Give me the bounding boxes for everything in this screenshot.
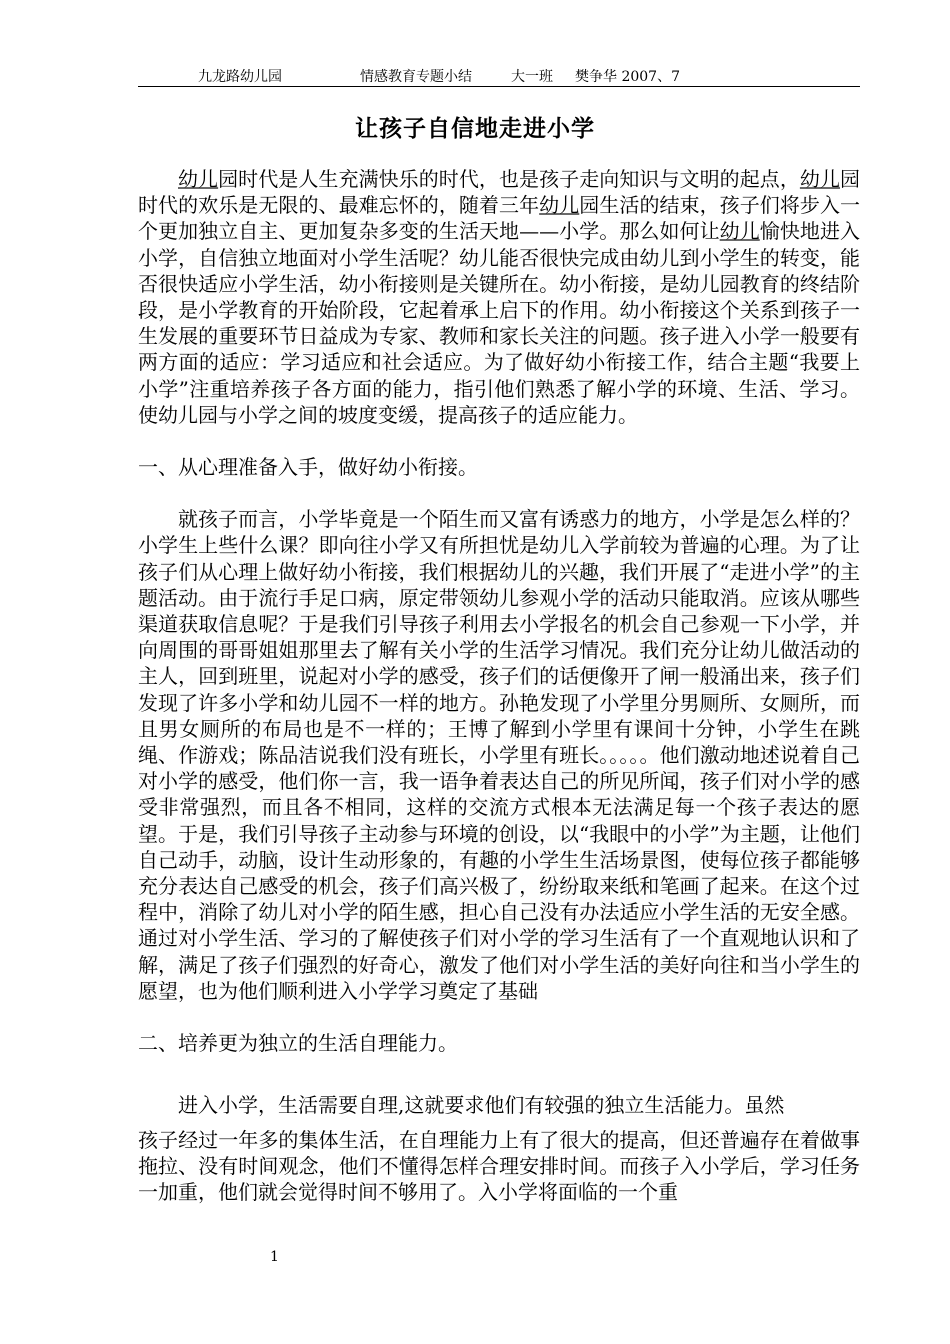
section2-heading: 二、培养更为独立的生活自理能力。 <box>138 1031 458 1056</box>
underlined-word: 幼儿 <box>719 219 760 244</box>
header-class: 大一班 <box>511 69 553 85</box>
section1-paragraph: 就孩子而言，小学毕竟是一个陌生而又富有诱惑力的地方，小学是怎么样的？小学生上些什么课？即向往小学又有所担忧是幼儿入学前较为普遍的心理。为了让孩子们从心理上做好幼小衔接，我们根据幼儿的兴趣，我们开展了“走进小学”的主题活动。由于流行手足口病，原定带领幼儿参观小学的活动只能取消。应该从哪些渠道获取信息呢？于是我们引导孩子利用去小学报名的机会自己参观一下小学，并向周围的哥哥姐姐那里去了解有关小学的生活学习情况。我们充分让幼儿做活动的主人，回到班里，说起对小学的感受，孩子们的话便像开了闸一般涌出来，孩子们发现了许多小学和幼儿园不一样的地方。孙艳发现了小学里分男厕所、女厕所，而且男女厕所的布局也是不一样的；王博了解到小学里有课间十分钟，小学生在跳绳、作游戏；陈品洁说我们没有班长，小学里有班长。。。。。他们激动地述说着自己对小学的感受，他们你一言，我一语争着表达自己的所见所闻，孩子们对小学的感受非常强烈，而且各不相同，这样的交流方式根本无法满足每一个孩子表达的愿望。于是，我们引导孩子主动参与环境的创设，以“我眼中的小学”为主题，让他们自己动手，动脑，设计生动形象的，有趣的小学生生活场景图，使每位孩子都能够充分表达自己感受的机会，孩子们高兴极了，纷纷取来纸和笔画了起来。在这个过程中，消除了幼儿对小学的陌生感，担心自己没有办法适应小学生活的无安全感。通过对小学生活、学习的了解使孩子们对小学的学习生活有了一个直观地认识和了解，满足了孩子们强烈的好奇心，激发了他们对小学生活的美好向往和当小学生的愿望，也为他们顺利进入小学学习奠定了基础 <box>138 507 860 1003</box>
document-body <box>138 166 860 1205</box>
intro-text: 园时代的欢乐是无限的、最难忘怀的，随着三年 <box>138 167 861 218</box>
intro-text: 园时代是人生充满快乐的时代，也是孩子走向知识与文明的起点， <box>218 167 800 191</box>
section1-heading: 一、从心理准备入手，做好幼小衔接。 <box>138 455 478 480</box>
header-school: 九龙路幼儿园 <box>198 69 282 85</box>
section2-paragraph: 孩子经过一年多的集体生活，在自理能力上有了很大的提高，但还普遍存在着做事拖拉、没有时间观念，他们不懂得怎样合理安排时间。而孩子入小学后，学习任务一加重，他们就会觉得时间不够用了。入小学将面临的一个重 <box>138 1127 860 1204</box>
intro-text: 园生活的结束，孩子们将步入一个更加独立自主、更加复杂多变的生活天地——小学。那么如何让 <box>138 193 861 244</box>
underlined-word: 幼儿 <box>178 167 219 191</box>
intro-paragraph <box>138 166 860 428</box>
underlined-word: 幼儿 <box>799 167 841 191</box>
section2-first-line: 进入小学，生活需要自理,这就要求他们有较强的独立生活能力。虽然 <box>178 1093 785 1118</box>
document-title: 让孩子自信地走进小学 <box>355 116 595 142</box>
underlined-word: 幼儿 <box>539 193 580 218</box>
page-number: 1 <box>270 1249 279 1265</box>
header-author-date: 樊争华 2007、7 <box>575 69 680 85</box>
page-header <box>138 66 860 87</box>
intro-text: 愉快地进入小学，自信独立地面对小学生活呢？幼儿能否很快完成由幼儿到小学生的转变，能否很快适应小学生活，幼小衔接则是关键所在。幼小衔接，是幼儿园教育的终结阶段，是小学教育的开始阶段，它起着承上启下的作用。幼小衔接这个关系到孩子一生发展的重要环节日益成为专家、教师和家长关注的问题。孩子进入小学一般要有两方面的适应：学习适应和社会适应。为了做好幼小衔接工作，结合主题“我要上小学”注重培养孩子各方面的能力，指引他们熟悉了解小学的环境、生活、学习。使幼儿园与小学之间的坡度变缓，提高孩子的适应能力。 <box>138 219 861 427</box>
header-subject: 情感教育专题小结 <box>360 69 472 85</box>
